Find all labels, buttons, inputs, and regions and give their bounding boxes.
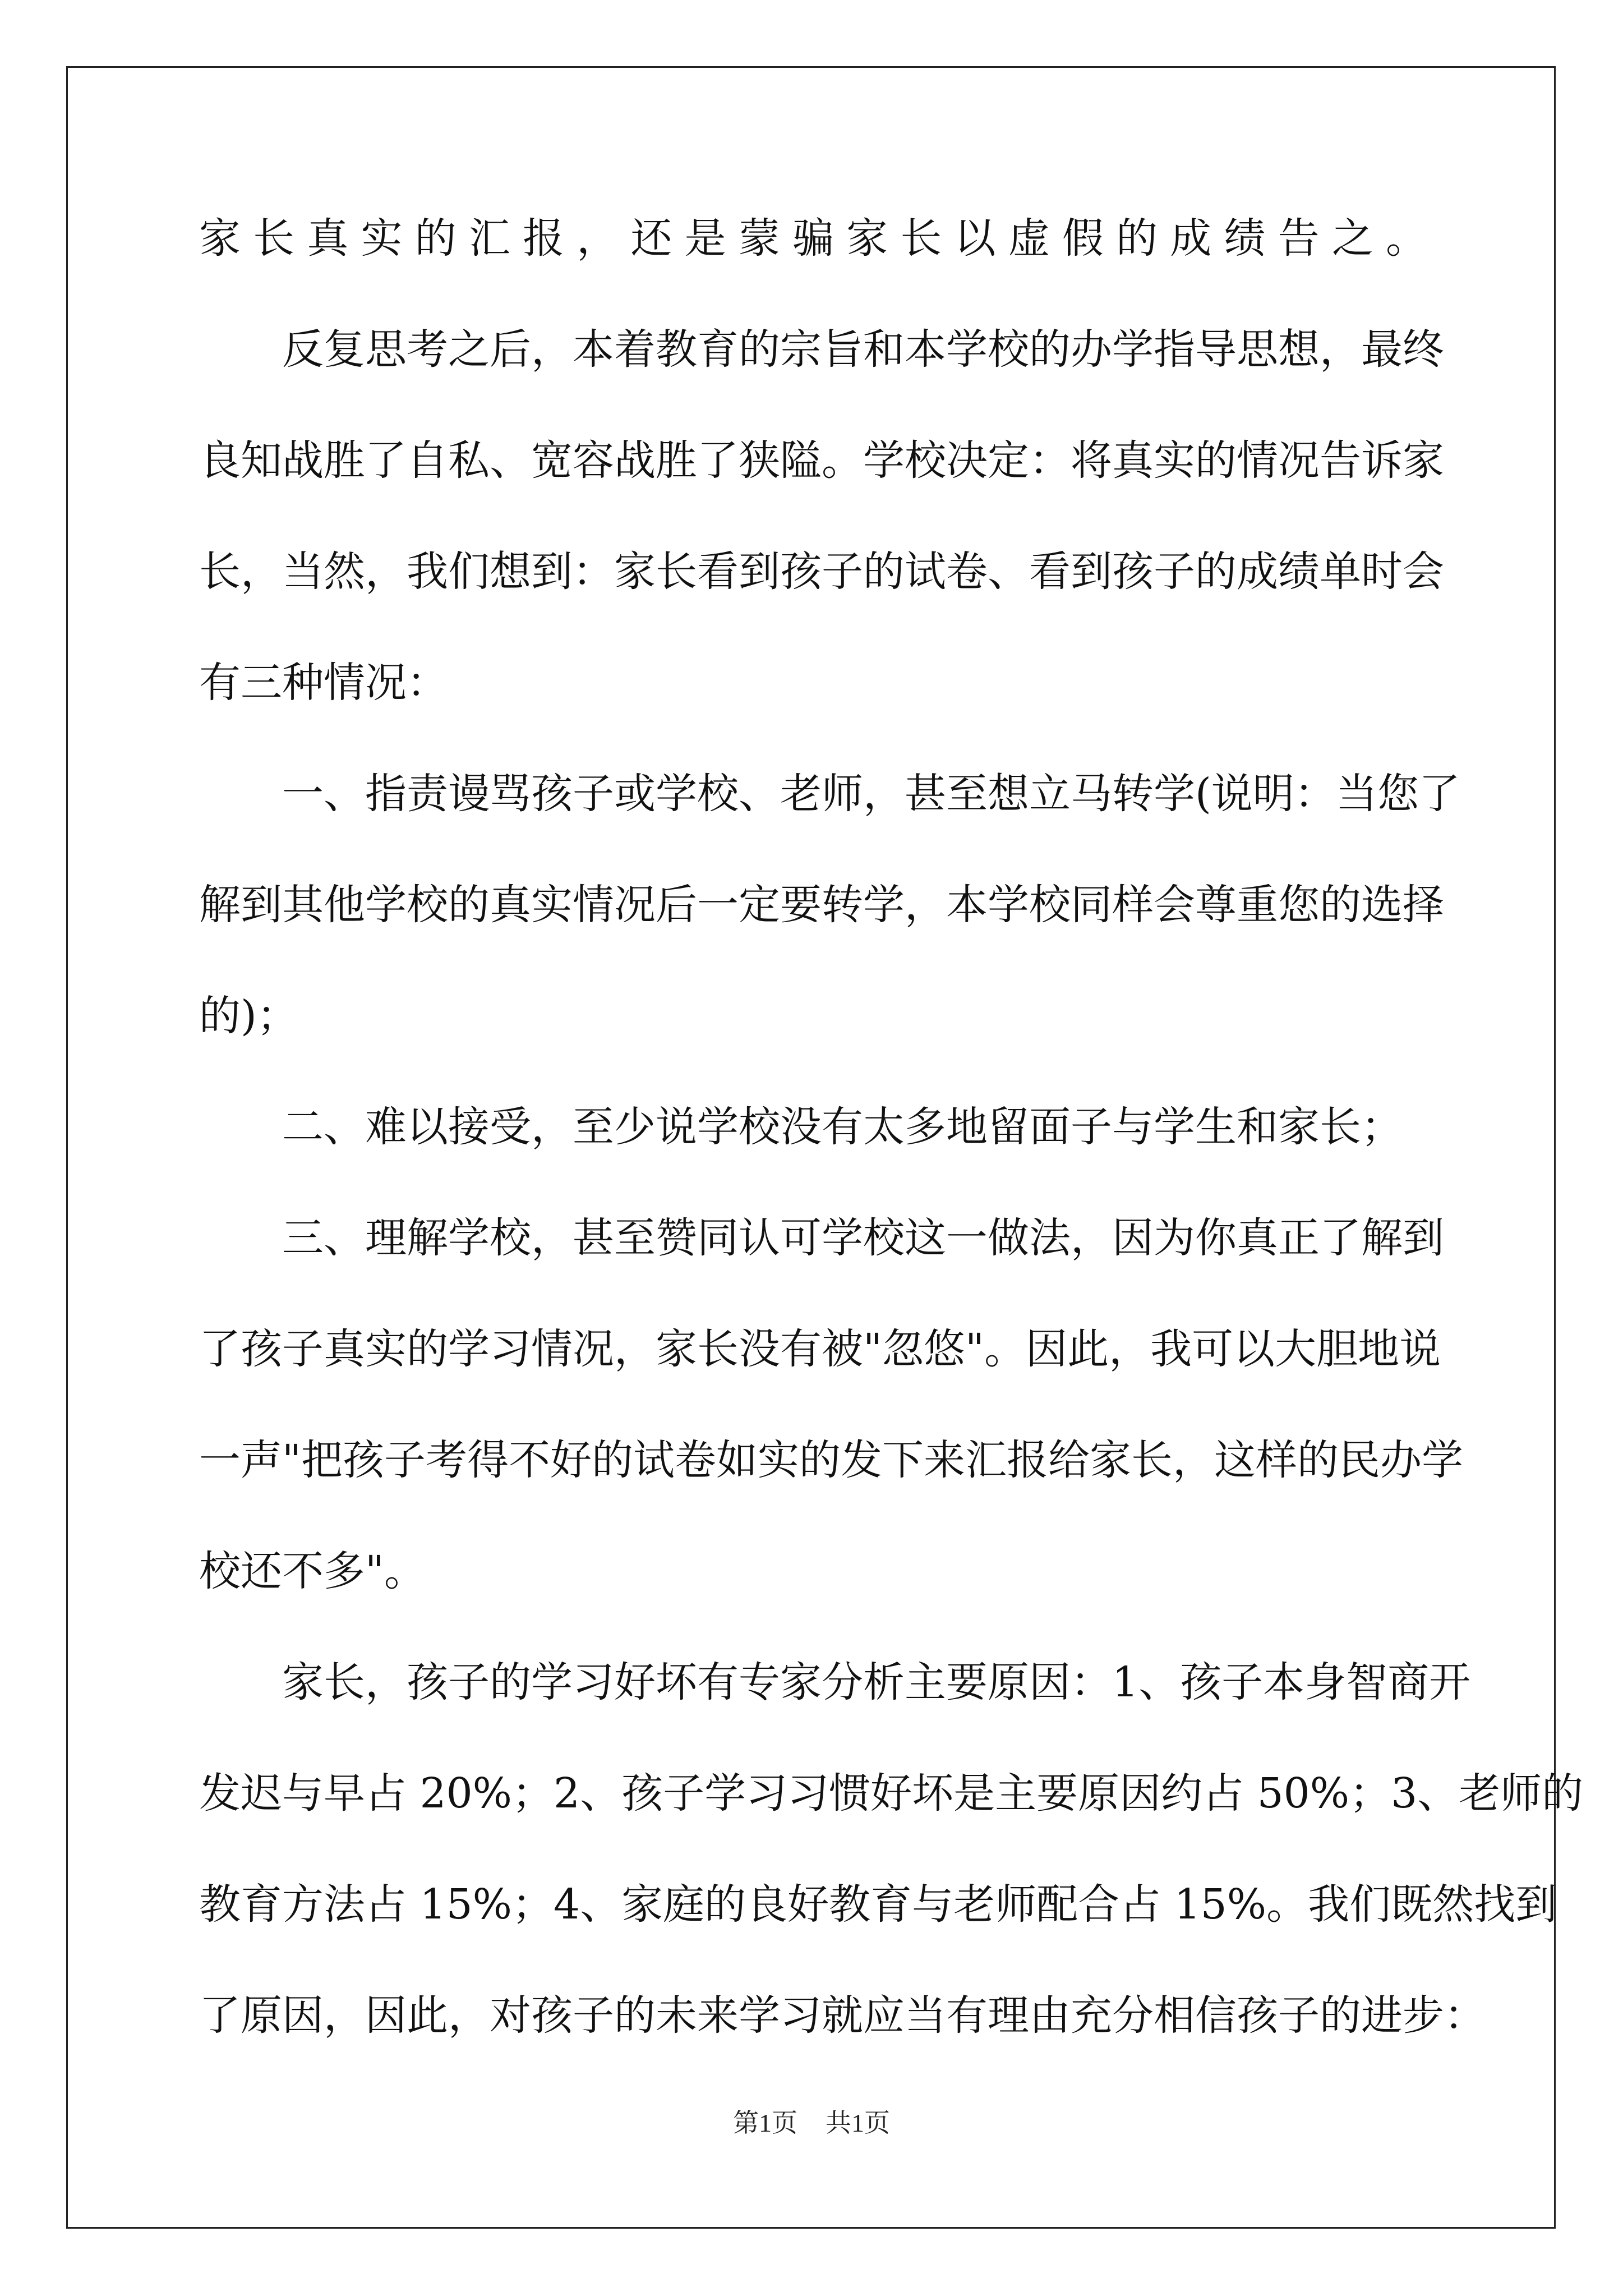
text-line: 教育方法占 15%；4、家庭的良好教育与老师配合占 15%。我们既然找到 — [199, 1880, 1557, 1929]
text-line: 一声"把孩子考得不好的试卷如实的发下来汇报给家长，这样的民办学 — [199, 1436, 1464, 1484]
page-footer — [0, 2106, 1623, 2140]
text-line: 良知战胜了自私、宽容战胜了狭隘。学校决定：将真实的情况告诉家 — [199, 436, 1444, 485]
paragraph-start-line: 反复思考之后，本着教育的宗旨和本学校的办学指导思想，最终 — [282, 325, 1444, 374]
text-line: 发迟与早占 20%；2、孩子学习习惯好坏是主要原因约占 50%；3、老师的 — [199, 1769, 1584, 1818]
paragraph-start-line: 三、理解学校，甚至赞同认可学校这一做法，因为你真正了解到 — [282, 1214, 1444, 1262]
text-line: 的)； — [199, 992, 298, 1040]
paragraph-start-line: 一、指责谩骂孩子或学校、老师，甚至想立马转学(说明：当您了 — [282, 770, 1460, 818]
document-body — [199, 205, 1584, 2093]
page-total: 共1页 — [826, 2109, 890, 2137]
text-line: 了孩子真实的学习情况，家长没有被"忽悠"。因此，我可以大胆地说 — [199, 1325, 1441, 1373]
page-number: 第1页 — [733, 2109, 797, 2137]
paragraph-start-line: 家长，孩子的学习好坏有专家分析主要原因：1、孩子本身智商开 — [282, 1658, 1471, 1706]
text-line: 校还不多"。 — [199, 1547, 426, 1595]
text-line: 家长真实的汇报，还是蒙骗家长以虚假的成绩告之。 — [199, 214, 1427, 263]
text-line: 解到其他学校的真实情况后一定要转学，本学校同样会尊重您的选择 — [199, 881, 1444, 929]
text-line: 有三种情况： — [199, 659, 448, 707]
paragraph-start-line: 二、难以接受，至少说学校没有太多地留面子与学生和家长； — [282, 1103, 1403, 1151]
text-line: 了原因，因此，对孩子的未来学习就应当有理由充分相信孩子的进步： — [199, 1991, 1486, 2040]
text-line: 长，当然，我们想到：家长看到孩子的试卷、看到孩子的成绩单时会 — [199, 547, 1444, 596]
